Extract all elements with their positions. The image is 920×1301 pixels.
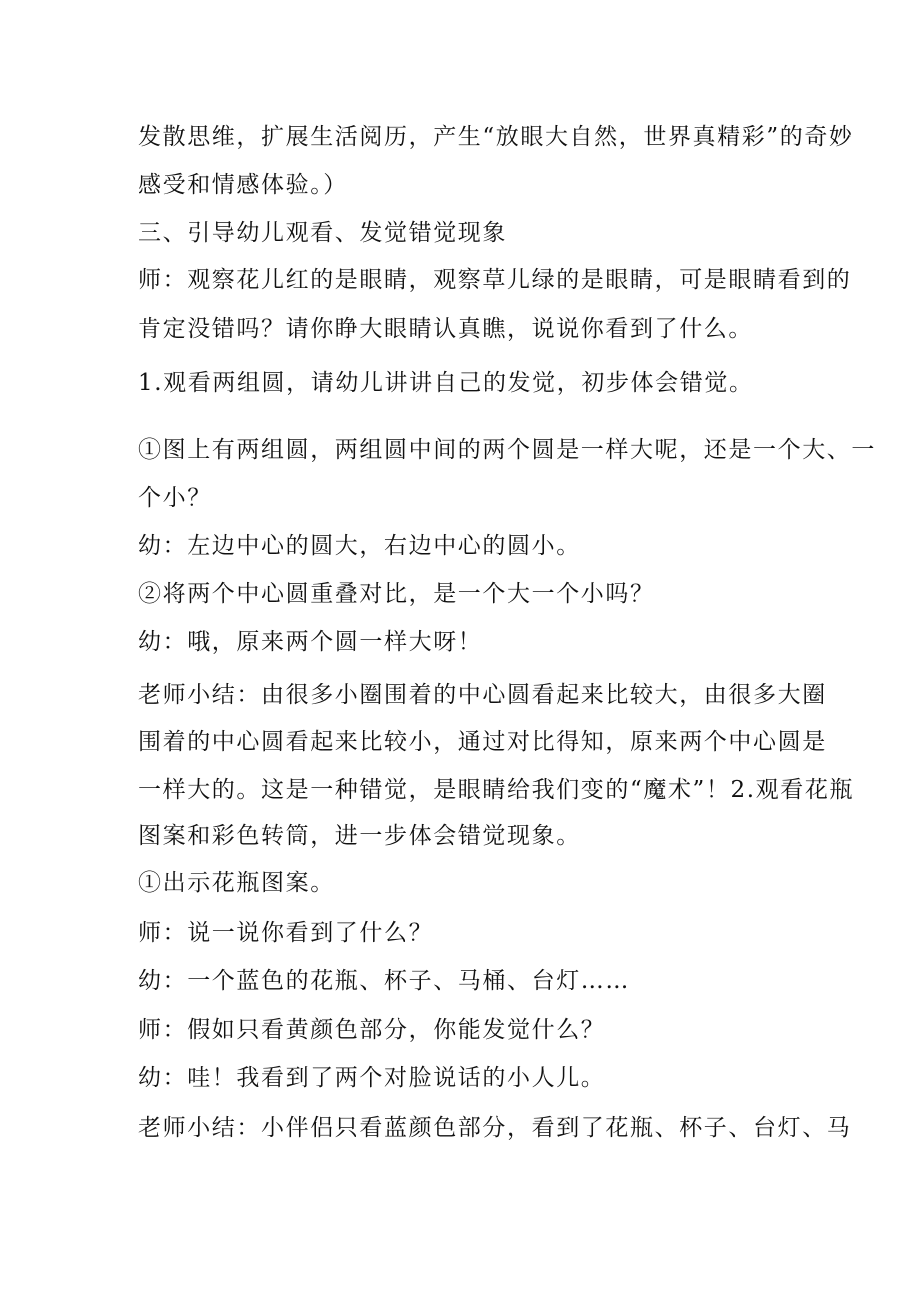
text-line: 师：说一说你看到了什么？ bbox=[138, 920, 434, 946]
text-line: ①出示花瓶图案。 bbox=[138, 870, 335, 896]
text-line: 围着的中心圆看起来比较小，通过对比得知，原来两个中心圆是 bbox=[138, 729, 827, 755]
text-line: 发散思维，扩展生活阅历，产生“放眼大自然，世界真精彩”的奇妙 bbox=[138, 124, 854, 150]
text-line: 老师小结：由很多小圈围着的中心圆看起来比较大，由很多大圈 bbox=[138, 682, 827, 708]
text-line: 幼：一个蓝色的花瓶、杯子、马桶、台灯…… bbox=[138, 968, 630, 994]
text-line: 师：观察花儿红的是眼睛，观察草儿绿的是眼睛，可是眼睛看到的 bbox=[138, 267, 852, 293]
text-line: 幼：左边中心的圆大，右边中心的圆小。 bbox=[138, 533, 581, 559]
step-heading: 1.观看两组圆，请幼儿讲讲自己的发觉，初步体会错觉。 bbox=[138, 370, 754, 396]
text-line: 幼：哇！我看到了两个对脸说话的小人儿。 bbox=[138, 1065, 606, 1091]
text-line: 图案和彩色转筒，进一步体会错觉现象。 bbox=[138, 823, 581, 849]
text-line: 感受和情感体验。） bbox=[138, 172, 348, 198]
text-line: 幼：哦，原来两个圆一样大呀！ bbox=[138, 629, 483, 655]
text-line: 老师小结：小伴侣只看蓝颜色部分，看到了花瓶、杯子、台灯、马 bbox=[138, 1115, 852, 1141]
text-line: 肯定没错吗？请你睁大眼睛认真瞧，说说你看到了什么。 bbox=[138, 316, 753, 342]
text-line: 个小？ bbox=[138, 485, 212, 511]
text-line: 一样大的。这是一种错觉，是眼睛给我们变的“魔术”！2.观看花瓶 bbox=[138, 777, 855, 803]
text-line: ①图上有两组圆，两组圆中间的两个圆是一样大呢，还是一个大、一 bbox=[138, 437, 876, 463]
text-line: 师：假如只看黄颜色部分，你能发觉什么？ bbox=[138, 1017, 606, 1043]
text-line: ②将两个中心圆重叠对比，是一个大一个小吗？ bbox=[138, 581, 655, 607]
section-heading: 三、引导幼儿观看、发觉错觉现象 bbox=[138, 220, 507, 246]
